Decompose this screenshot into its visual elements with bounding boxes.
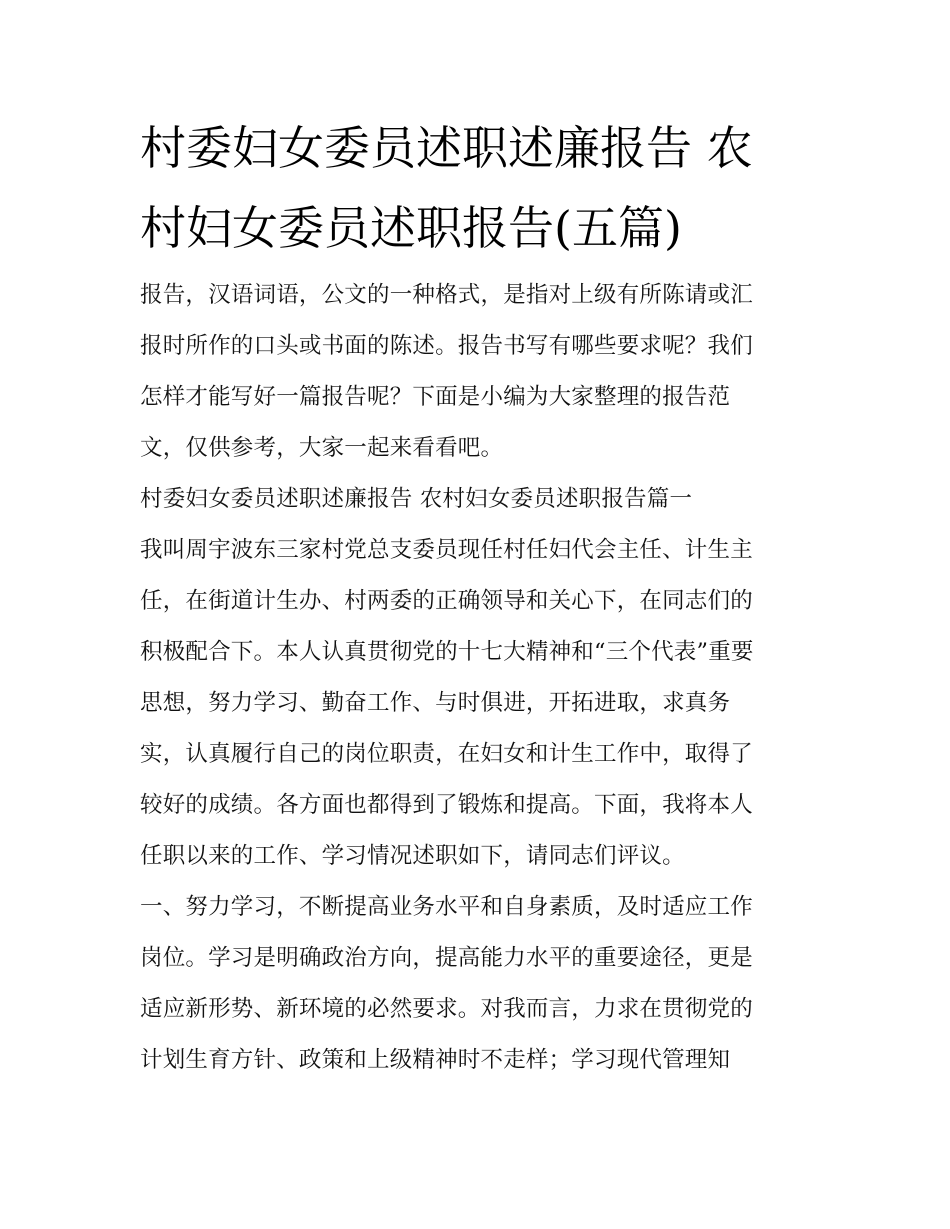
- title-line: 村委妇女委员述职述廉报告 农: [140, 121, 753, 175]
- document-title: [140, 108, 815, 268]
- paragraph-line: 积极配合下。本人认真贯彻党的十七大精神和“三个代表”重要: [140, 639, 754, 665]
- paragraph-line: 一、努力学习，不断提高业务水平和自身素质，及时适应工作: [140, 894, 753, 920]
- paragraph-line: 报时所作的口头或书面的陈述。报告书写有哪些要求呢？我们: [140, 333, 753, 359]
- paragraph-line: 较好的成绩。各方面也都得到了锻炼和提高。下面，我将本人: [140, 792, 753, 818]
- section-heading: [140, 474, 815, 525]
- paragraph-line: 计划生育方针、政策和上级精神时不走样；学习现代管理知: [140, 1047, 731, 1073]
- document-page: [140, 108, 815, 1086]
- paragraph-line: 思想，努力学习、勤奋工作、与时俱进，开拓进取，求真务: [140, 690, 731, 716]
- paragraph-line: 任，在街道计生办、村两委的正确领导和关心下，在同志们的: [140, 588, 753, 614]
- paragraph-line: 怎样才能写好一篇报告呢？下面是小编为大家整理的报告范: [140, 384, 731, 410]
- paragraph-line: 岗位。学习是明确政治方向，提高能力水平的重要途径，更是: [140, 945, 753, 971]
- paragraph-line: 实，认真履行自己的岗位职责，在妇女和计生工作中，取得了: [140, 741, 753, 767]
- body-paragraph: [140, 882, 815, 1086]
- body-paragraph: [140, 525, 815, 882]
- paragraph-line: 任职以来的工作、学习情况述职如下，请同志们评议。: [140, 843, 685, 869]
- title-line: 村妇女委员述职报告(五篇): [140, 201, 682, 255]
- paragraph-line: 适应新形势、新环境的必然要求。对我而言，力求在贯彻党的: [140, 996, 753, 1022]
- paragraph-line: 报告，汉语词语，公文的一种格式，是指对上级有所陈请或汇: [140, 282, 753, 308]
- paragraph-line: 文，仅供参考，大家一起来看看吧。: [140, 435, 504, 461]
- intro-paragraph: [140, 270, 815, 474]
- paragraph-line: 我叫周宇波东三家村党总支委员现任村任妇代会主任、计生主: [140, 537, 753, 563]
- section-heading-line: 村委妇女委员述职述廉报告 农村妇女委员述职报告篇一: [140, 486, 693, 512]
